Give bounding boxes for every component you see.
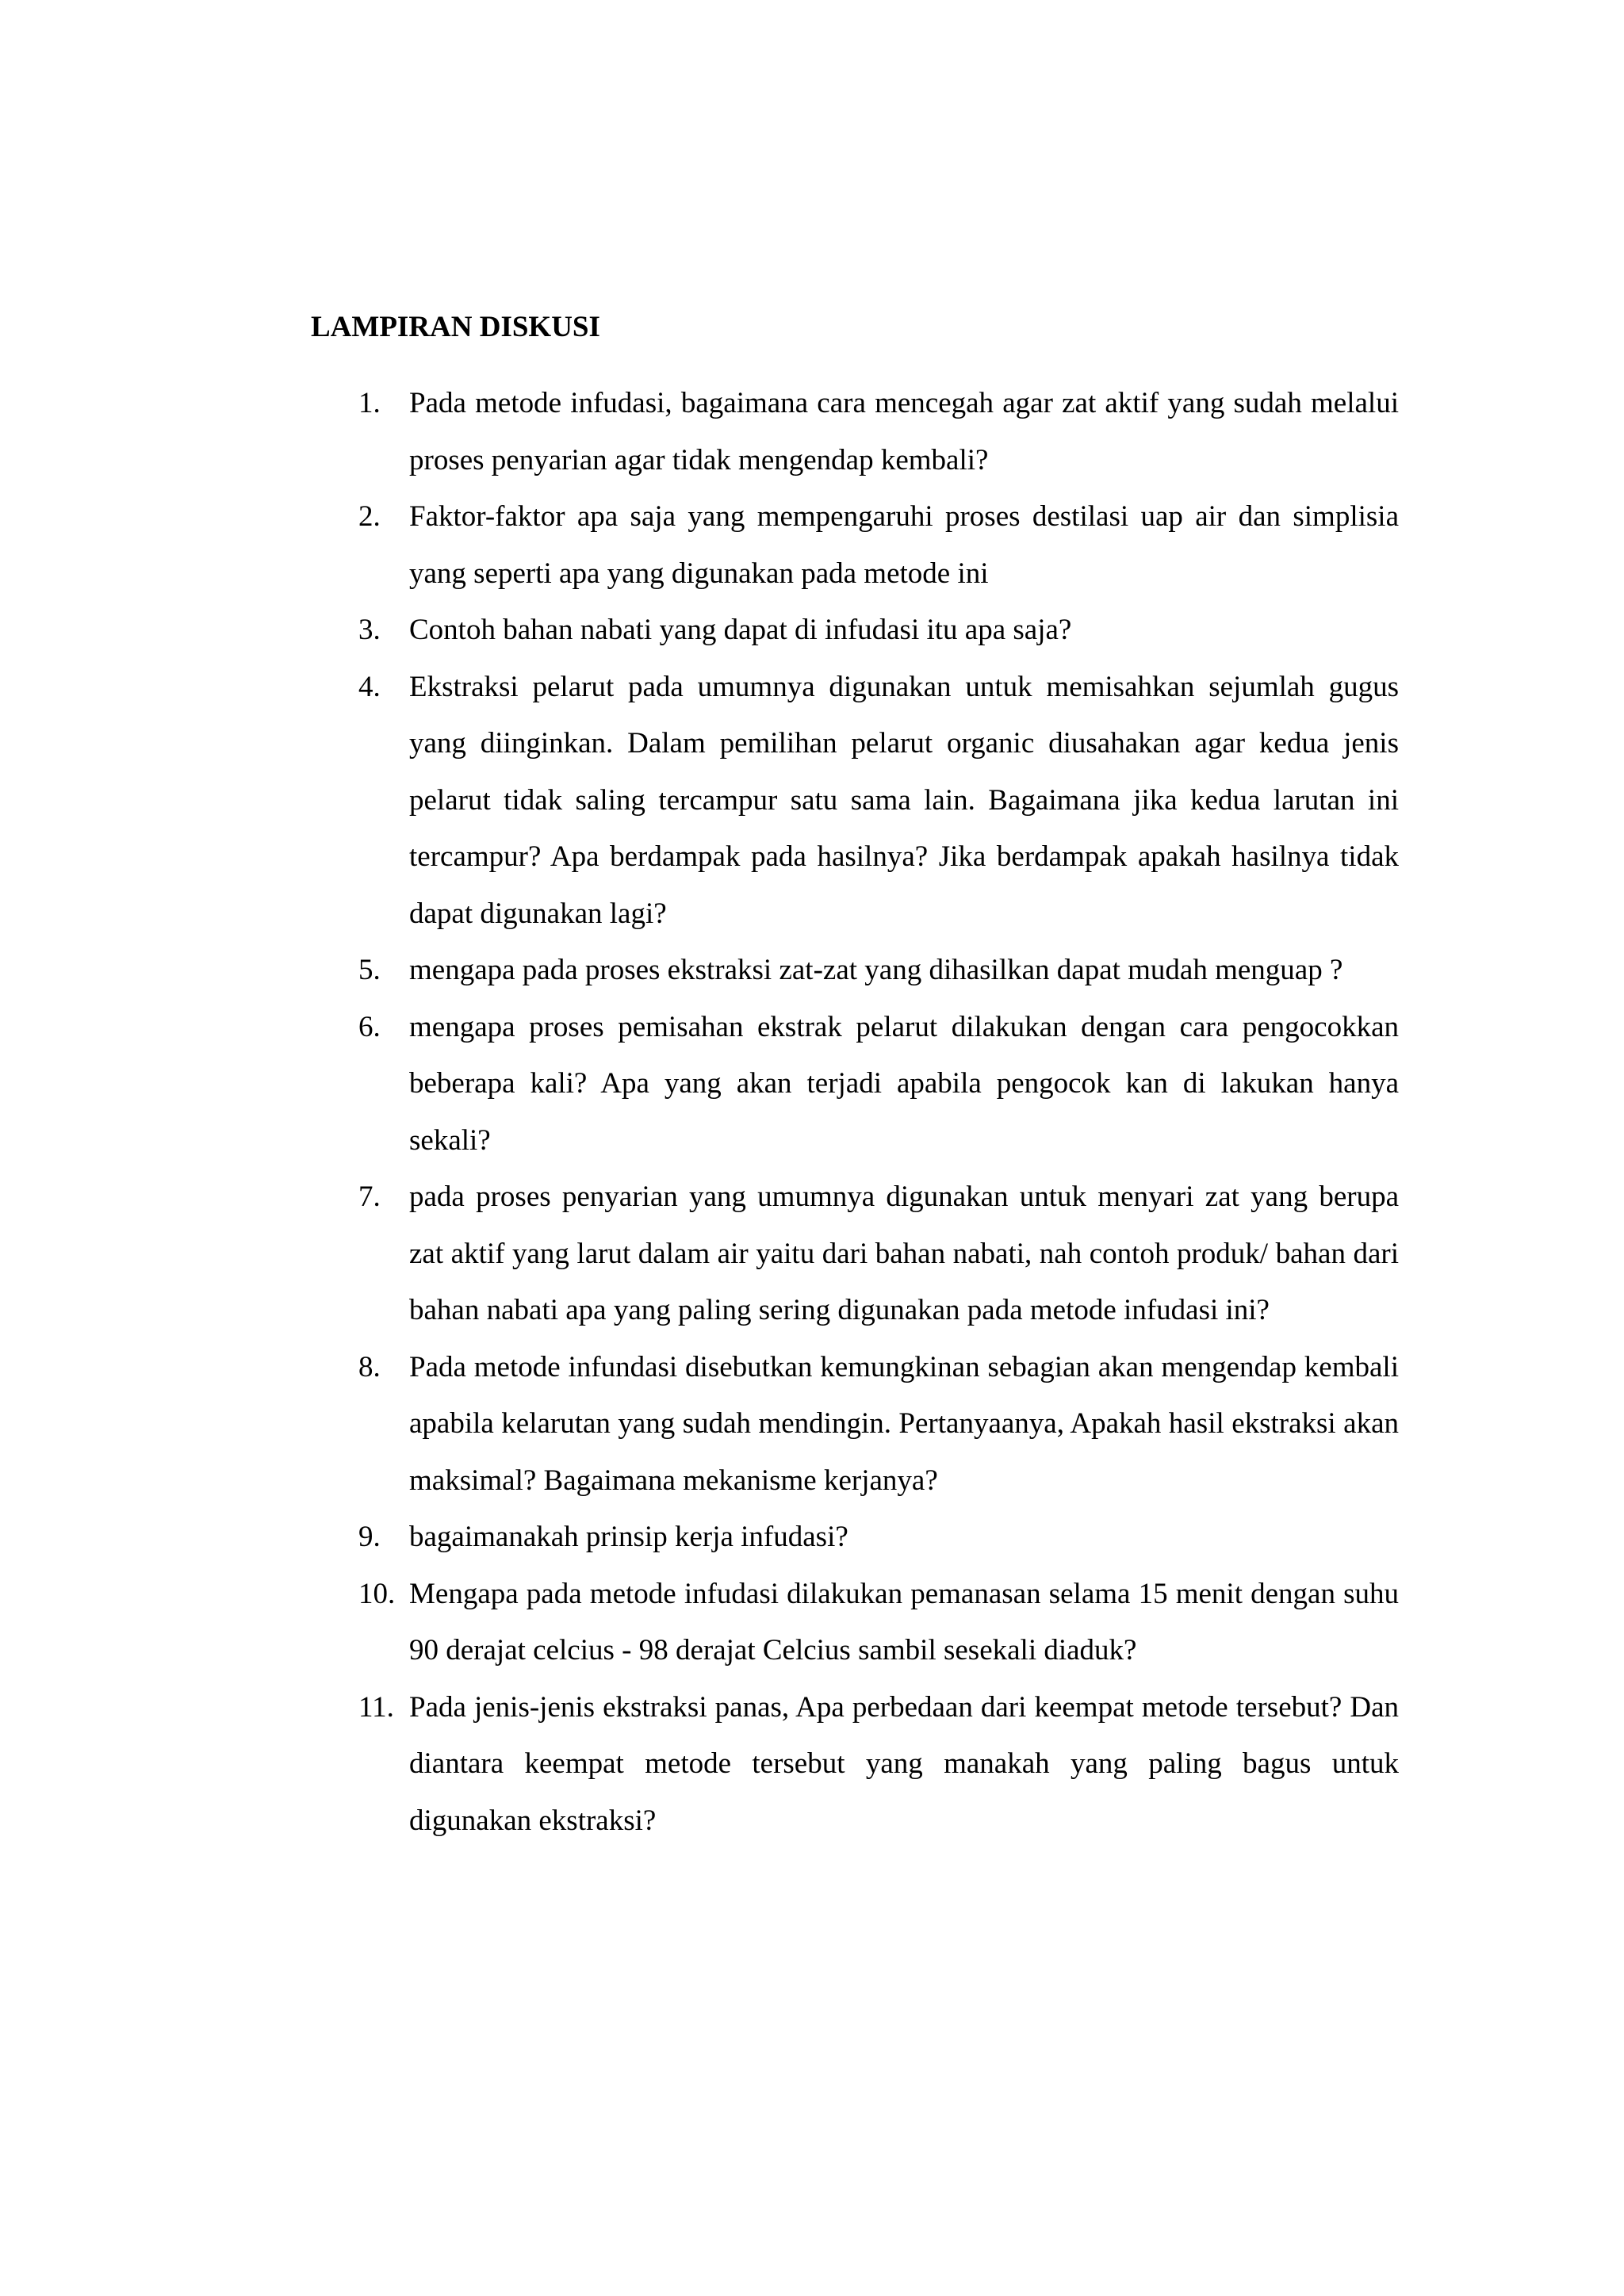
question-number: 8. [358, 1350, 381, 1383]
question-number: 4. [358, 670, 381, 703]
question-text: bagaimanakah prinsip kerja infudasi? [409, 1521, 848, 1553]
question-item [311, 1509, 1399, 1566]
question-text: Pada jenis-jenis ekstraksi panas, Apa perbedaan dari keempat metode tersebut? Dan diantara keempat metode tersebut yang manakah yang paling bagus untuk digunakan ekstraksi? [409, 1690, 1399, 1837]
question-item [311, 659, 1399, 943]
question-item [311, 942, 1399, 999]
question-text: Ekstraksi pelarut pada umumnya digunakan untuk memisahkan sejumlah gugus yang diinginkan. Dalam pemilihan pelarut organic diusahakan agar kedua jenis pelarut tidak saling tercampur satu sama lain. Bagaimana jika kedua larutan ini tercampur? Apa berdampak pada hasilnya? Jika berdampak apakah hasilnya tidak dapat digunakan lagi? [409, 670, 1399, 930]
question-number: 5. [358, 954, 381, 986]
question-number: 11. [358, 1690, 394, 1724]
question-item [311, 1339, 1399, 1510]
question-item [311, 602, 1399, 659]
question-number: 2. [358, 500, 381, 533]
question-text: pada proses penyarian yang umumnya digunakan untuk menyari zat yang berupa zat aktif yang larut dalam air yaitu dari bahan nabati, nah contoh produk/ bahan dari bahan nabati apa yang paling sering digunakan pada metode infudasi ini? [409, 1181, 1399, 1326]
question-item [311, 375, 1399, 488]
question-list [311, 375, 1399, 1849]
question-text: Pada metode infudasi, bagaimana cara mencegah agar zat aktif yang sudah melalui proses penyarian agar tidak mengendap kembali? [409, 387, 1399, 476]
question-item [311, 1679, 1399, 1850]
question-text: Contoh bahan nabati yang dapat di infudasi itu apa saja? [409, 614, 1072, 646]
question-item [311, 1169, 1399, 1339]
question-item [311, 488, 1399, 602]
question-number: 9. [358, 1521, 381, 1553]
question-number: 1. [358, 387, 381, 419]
question-item [311, 1566, 1399, 1679]
question-text: mengapa pada proses ekstraksi zat-zat yang dihasilkan dapat mudah menguap ? [409, 954, 1343, 986]
page-title: LAMPIRAN DISKUSI [311, 311, 600, 343]
question-number: 7. [358, 1181, 381, 1213]
question-text: Pada metode infundasi disebutkan kemungkinan sebagian akan mengendap kembali apabila kelarutan yang sudah mendingin. Pertanyaanya, Apakah hasil ekstraksi akan maksimal? Bagaimana mekanisme kerjanya? [409, 1350, 1399, 1497]
question-number: 3. [358, 614, 381, 646]
question-item [311, 999, 1399, 1169]
question-number: 6. [358, 1010, 381, 1043]
question-text: Faktor-faktor apa saja yang mempengaruhi proses destilasi uap air dan simplisia yang seperti apa yang digunakan pada metode ini [409, 500, 1399, 590]
question-text: Mengapa pada metode infudasi dilakukan pemanasan selama 15 menit dengan suhu 90 derajat celcius - 98 derajat Celcius sambil sesekali diaduk? [409, 1577, 1399, 1667]
question-number: 10. [358, 1577, 396, 1610]
question-text: mengapa proses pemisahan ekstrak pelarut dilakukan dengan cara pengocokkan beberapa kali? Apa yang akan terjadi apabila pengocok kan di lakukan hanya sekali? [409, 1010, 1399, 1157]
